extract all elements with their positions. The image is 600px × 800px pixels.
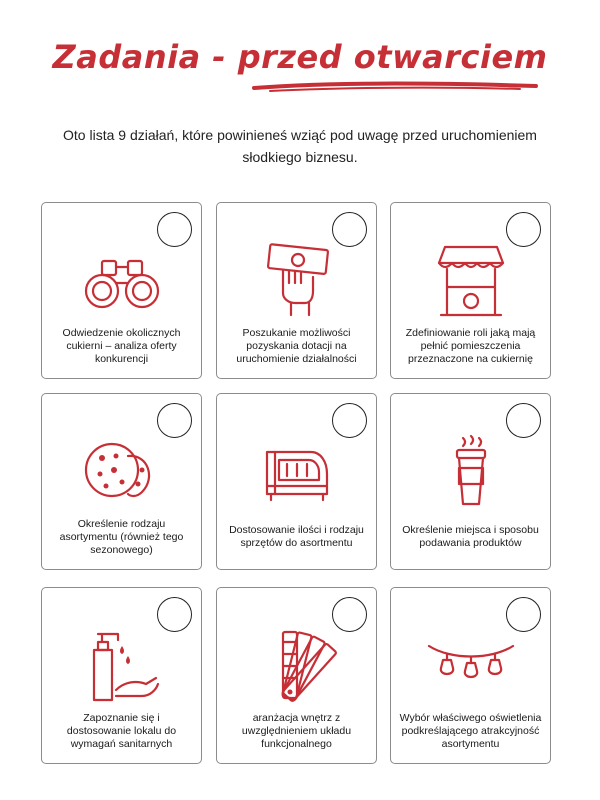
task-label: Odwiedzenie okolicznych cukierni – analiza oferty konkurencji bbox=[62, 326, 181, 365]
task-label: Dostosowanie ilości i rodzaju sprzętów do asortmentu bbox=[229, 524, 364, 549]
task-card-9 bbox=[390, 587, 551, 764]
task-label: aranżacja wnętrz z uwzględnieniem układu funkcjonalnego bbox=[241, 711, 352, 750]
task-card-2 bbox=[216, 202, 377, 379]
checkbox[interactable] bbox=[157, 597, 192, 632]
shop-stall-icon bbox=[421, 243, 521, 318]
task-label: Określenie rodzaju asortymentu (również tego sezonowego) bbox=[59, 517, 184, 556]
checkbox[interactable] bbox=[506, 403, 541, 438]
task-card-6 bbox=[390, 393, 551, 570]
task-card-7 bbox=[41, 587, 202, 764]
task-card-1 bbox=[41, 202, 202, 379]
task-card-4 bbox=[41, 393, 202, 570]
binoculars-icon bbox=[72, 243, 172, 318]
checkbox[interactable] bbox=[506, 212, 541, 247]
soap-dispenser-icon bbox=[72, 628, 172, 703]
task-card-5 bbox=[216, 393, 377, 570]
checkbox[interactable] bbox=[157, 212, 192, 247]
checkbox[interactable] bbox=[332, 212, 367, 247]
cookies-icon bbox=[72, 434, 172, 509]
checkbox[interactable] bbox=[332, 597, 367, 632]
task-label: Zapoznanie się i dostosowanie lokalu do wymagań sanitarnych bbox=[66, 711, 177, 750]
title-underline bbox=[250, 80, 540, 94]
checkbox[interactable] bbox=[506, 597, 541, 632]
task-card-3 bbox=[390, 202, 551, 379]
checkbox[interactable] bbox=[332, 403, 367, 438]
string-lights-icon bbox=[421, 628, 521, 703]
checkbox[interactable] bbox=[157, 403, 192, 438]
display-fridge-icon bbox=[247, 434, 347, 509]
color-swatches-icon bbox=[247, 628, 347, 703]
hand-money-icon bbox=[247, 243, 347, 318]
coffee-cup-icon bbox=[421, 434, 521, 509]
task-label: Określenie miejsca i sposobu podawania produktów bbox=[402, 524, 539, 549]
intro-text: Oto lista 9 działań, które powinieneś wziąć pod uwagę przed uruchomieniem słodkiego biznesu. bbox=[63, 127, 537, 165]
task-label: Poszukanie możliwości pozyskania dotacji na uruchomienie działalności bbox=[236, 326, 357, 365]
task-label: Zdefiniowanie roli jaką mają pełnić pomieszczenia przeznaczone na cukiernię bbox=[405, 326, 536, 365]
page-title: Zadania - przed otwarciem bbox=[52, 38, 548, 76]
task-card-8 bbox=[216, 587, 377, 764]
task-label: Wybór właściwego oświetlenia podkreślającego atrakcyjność asortymentu bbox=[399, 711, 542, 750]
